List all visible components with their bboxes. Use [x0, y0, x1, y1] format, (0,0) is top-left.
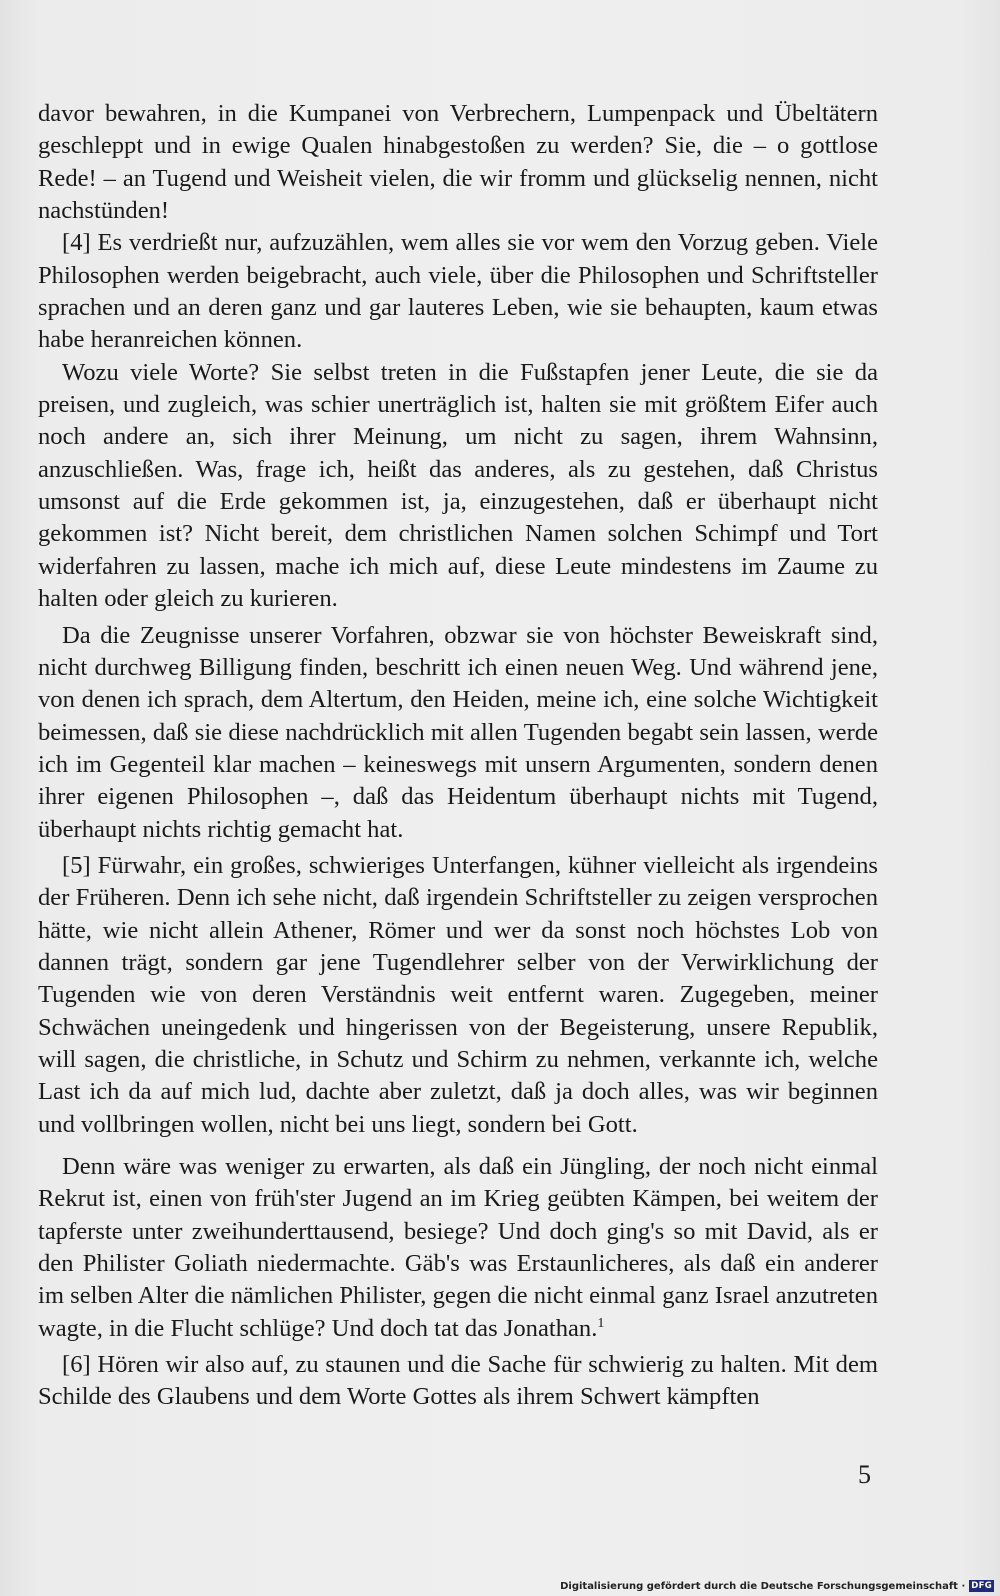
paragraph-6 — [38, 1151, 878, 1345]
body-text — [38, 98, 878, 1414]
paragraph-1: davor bewahren, in die Kumpanei von Verbrechern, Lumpenpack und Übeltätern geschleppt und in ewige Qualen hinabgestoßen zu werden? Sie, die – o gottlose Rede! – an Tugend und Weisheit vielen, die wir fromm und glückselig nennen, nicht nachstünden! — [38, 100, 878, 225]
digitization-credit — [560, 1580, 994, 1592]
dfg-logo: DFG — [971, 1581, 992, 1591]
paragraph-7: [6] Hören wir also auf, zu staunen und die Sache für schwierig zu halten. Mit dem Schilde des Glaubens und dem Worte Gottes als ihrem Schwert kämpften — [38, 1351, 878, 1411]
paragraph-2: [4] Es verdrießt nur, aufzuzählen, wem alles sie vor wem den Vorzug geben. Viele Philosophen werden beigebracht, auch viele, über die Philosophen und Schriftsteller sprachen und an deren ganz und gar lauteres Leben, wie sie behaupten, kaum etwas habe heranreichen können. — [38, 229, 878, 354]
credit-text: Digitalisierung gefördert durch die Deutsche Forschungsgemeinschaft · — [560, 1580, 966, 1592]
footnote-marker[interactable]: 1 — [597, 1315, 605, 1331]
paragraph-3: Wozu viele Worte? Sie selbst treten in die Fußstapfen jener Leute, die sie da preisen, und zugleich, was schier unerträglich ist, halten sie mit größtem Eifer auch noch andere an, sich ihrer Meinung, um nicht zu sagen, ihrem Wahnsinn, anzuschließen. Was, frage ich, heißt das anderes, als zu gestehen, daß Christus umsonst auf die Erde gekommen ist, ja, einzugestehen, daß er überhaupt nicht gekommen ist? Nicht bereit, dem christlichen Namen solchen Schimpf und Tort widerfahren zu lassen, mache ich mich auf, diese Leute mindestens im Zaume zu halten oder gleich zu kurieren. — [38, 358, 878, 613]
page-number: 5 — [858, 1460, 871, 1489]
paragraph-4: Da die Zeugnisse unserer Vorfahren, obzwar sie von höchster Beweiskraft sind, nicht durchweg Billigung finden, beschritt ich einen neuen Weg. Und während jene, von denen ich sprach, dem Altertum, den Heiden, meine ich, eine solche Wichtigkeit beimessen, daß sie diese nachdrücklich mit allen Tugenden begabt sein lassen, werde ich im Gegenteil klar machen – keineswegs mit unsern Argumenten, sondern denen ihrer eigenen Philosophen –, daß das Heidentum überhaupt nichts mit Tugend, überhaupt nichts richtig gemacht hat. — [38, 621, 878, 843]
paragraph-6-text: Denn wäre was weniger zu erwarten, als daß ein Jüngling, der noch nicht einmal Rekrut ist, einen von früh'ster Jugend an im Krieg geübten Kämpen, bei weitem der tapferste unter zweihunderttausend, besiege? Und doch ging's so mit David, als er den Philister Goliath niedermachte. Gäb's was Erstaunlicheres, als daß ein anderer im selben Alter die nämlichen Philister, gegen die nicht einmal ganz Israel anzutreten wagte, in die Flucht schlüge? Und doch tat das Jonathan. — [38, 1153, 878, 1342]
paragraph-5: [5] Fürwahr, ein großes, schwieriges Unterfangen, kühner vielleicht als irgendeins der Früheren. Denn ich sehe nicht, daß irgendein Schriftsteller zu zeigen versprochen hätte, wie nicht allein Athener, Römer und wer da sonst noch höchstes Lob von dannen trägt, sondern gar jene Tugendlehrer selber von der Verwirklichung der Tugenden wie von deren Verständnis weit entfernt waren. Zugegeben, meiner Schwächen uneingedenk und hingerissen von der Begeisterung, unsere Republik, will sagen, die christliche, in Schutz und Schirm zu nehmen, verkannte ich, welche Last ich da auf mich lud, dachte aber zuletzt, daß ja doch alles, was wir beginnen und vollbringen wollen, nicht bei uns liegt, sondern bei Gott. — [38, 851, 878, 1138]
